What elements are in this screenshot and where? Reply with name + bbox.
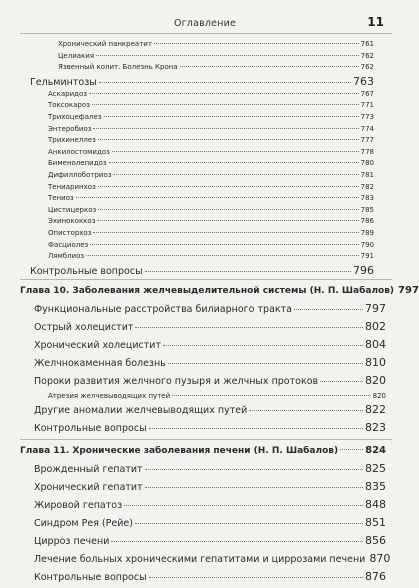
toc-entry-title: Описторхоз (48, 228, 92, 237)
table-of-contents (0, 40, 419, 588)
dot-leader (320, 380, 363, 382)
dot-leader (96, 54, 359, 56)
dot-leader (294, 308, 363, 310)
toc-entry-page: 782 (360, 182, 374, 191)
toc-entry-control-questions (0, 264, 410, 279)
dot-leader (109, 161, 359, 163)
toc-entry-page: 820 (372, 391, 386, 400)
toc-entry (0, 403, 410, 421)
toc-entry-page: 763 (353, 74, 374, 88)
toc-entry (0, 194, 410, 206)
dot-leader (92, 103, 359, 105)
toc-entry (0, 217, 410, 229)
toc-entry-title: Гельминтозы (30, 76, 97, 88)
chapter-page: 824 (365, 445, 386, 457)
dot-leader (98, 208, 358, 210)
toc-entry (0, 206, 410, 218)
toc-entry (0, 374, 410, 392)
toc-entry (0, 40, 410, 52)
toc-entry-title: Цирроз печени (34, 535, 110, 547)
toc-entry (0, 136, 410, 148)
toc-entry-page: 781 (360, 170, 374, 179)
toc-entry (0, 52, 410, 64)
dot-leader (163, 344, 363, 346)
toc-entry-page: 780 (360, 159, 374, 168)
dot-leader (145, 486, 363, 488)
dot-leader (89, 92, 359, 94)
toc-entry (0, 252, 410, 264)
dot-leader (98, 138, 359, 140)
toc-entry-page: 761 (360, 40, 374, 48)
toc-entry (0, 302, 410, 320)
toc-entry (0, 171, 410, 183)
toc-entry-title: Токсокароз (48, 101, 90, 110)
toc-entry (0, 241, 410, 253)
dot-leader (168, 362, 363, 364)
toc-entry (0, 113, 410, 125)
toc-entry-title: Трихоцефалез (48, 112, 102, 121)
toc-entry (0, 570, 410, 588)
toc-entry-title: Контрольные вопросы (34, 571, 147, 583)
dot-leader (76, 196, 359, 198)
toc-entry-title: Тениоз (48, 194, 74, 203)
toc-entry-page: 825 (365, 461, 386, 475)
toc-entry-title: Тениаринхоз (48, 182, 96, 191)
dot-leader (340, 448, 363, 450)
toc-entry-title: Синдром Рея (Рейе) (34, 517, 133, 529)
dot-leader (93, 127, 358, 129)
toc-entry-page: 823 (365, 420, 386, 434)
toc-entry-title: Жировой гепатоз (34, 499, 123, 511)
toc-entry-page: 762 (360, 63, 374, 72)
dot-leader (249, 409, 363, 411)
toc-entry (0, 125, 410, 137)
dot-leader (93, 231, 358, 233)
running-header: Оглавление (173, 18, 237, 29)
header-divider (20, 33, 392, 34)
toc-entry-title: Контрольные вопросы (30, 265, 143, 277)
dot-leader (99, 81, 351, 83)
toc-entry-page: 786 (360, 217, 374, 226)
dot-leader (154, 42, 359, 44)
toc-entry-title: Атрезия желчевыводящих путей (48, 391, 171, 400)
toc-subentry (0, 392, 410, 403)
toc-entry-title: Лечение больных хроническими гепатитами и циррозами печени (34, 553, 366, 565)
dot-leader (145, 468, 363, 470)
toc-entry-page: 810 (365, 355, 386, 369)
toc-section-helminths (0, 75, 410, 90)
toc-entry (0, 534, 410, 552)
dot-leader (135, 522, 363, 524)
toc-entry (0, 159, 410, 171)
toc-entry-title: Лямблиоз (48, 252, 85, 261)
toc-entry-title: Дифиллоботриоз (48, 170, 112, 179)
dot-leader (135, 326, 363, 328)
dot-leader (145, 270, 351, 272)
toc-entry-page: 835 (365, 479, 386, 493)
toc-entry-page: 870 (369, 551, 391, 565)
dot-leader (124, 504, 363, 506)
toc-entry (0, 356, 410, 374)
toc-entry (0, 63, 410, 75)
dot-leader (172, 394, 370, 396)
toc-entry-title: Фасциолез (48, 240, 89, 249)
toc-entry (0, 421, 410, 439)
dot-leader (90, 243, 358, 245)
toc-entry-page: 790 (360, 240, 374, 249)
toc-entry (0, 90, 410, 102)
toc-entry-title: Контрольные вопросы (34, 422, 147, 434)
toc-entry-page: 778 (360, 147, 374, 156)
toc-entry-title: Хронический холецистит (34, 339, 161, 351)
toc-entry-page: 771 (360, 101, 374, 110)
toc-entry-title: Бименолепидоз (48, 159, 107, 168)
chapter-title: Глава 10. Заболевания желчевыделительной системы (Н. П. Шабалов) (20, 285, 395, 296)
toc-entry-page: 791 (360, 252, 374, 261)
chapter-title: Глава 11. Хронические заболевания печени (Н. П. Шабалов) (20, 445, 339, 456)
toc-entry (0, 462, 410, 480)
toc-entry-page: 774 (360, 124, 374, 133)
toc-entry-page: 767 (360, 89, 374, 98)
toc-entry-title: Трихинеллез (48, 136, 96, 145)
toc-entry-page: 777 (360, 136, 374, 145)
toc-entry-page: 783 (360, 194, 374, 203)
toc-entry (0, 101, 410, 113)
toc-entry-page: 773 (360, 112, 374, 121)
toc-entry-title: Аскаридоз (48, 89, 87, 98)
toc-entry-page: 785 (360, 205, 374, 214)
toc-entry-page: 851 (365, 515, 386, 529)
dot-leader (111, 540, 363, 542)
chapter-page: 797 (398, 285, 419, 297)
toc-entry (0, 516, 410, 534)
toc-entry-page: 797 (365, 301, 386, 315)
toc-entry-page: 822 (365, 402, 386, 416)
dot-leader (180, 65, 359, 67)
toc-entry-page: 848 (365, 497, 386, 511)
toc-chapter-10 (0, 280, 419, 302)
toc-entry (0, 148, 410, 160)
toc-entry-page: 856 (365, 533, 386, 547)
dot-leader (149, 427, 363, 429)
toc-entry-page: 876 (365, 569, 386, 583)
toc-entry (0, 338, 410, 356)
page-number: 11 (367, 15, 384, 29)
toc-entry-title: Анкилостомидоз (48, 147, 110, 156)
dot-leader (113, 173, 358, 175)
toc-entry-title: Функциональные расстройства билиарного тракта (34, 303, 292, 315)
toc-entry (0, 498, 410, 516)
toc-chapter-11 (0, 440, 410, 462)
toc-entry (0, 552, 410, 570)
toc-entry-title: Хронический панкреатит (58, 40, 152, 48)
toc-entry-page: 804 (365, 337, 386, 351)
toc-entry-page: 802 (365, 319, 386, 333)
toc-entry-title: Желчнокаменная болезнь (34, 357, 166, 369)
toc-entry-page: 789 (360, 228, 374, 237)
toc-entry-page: 796 (353, 263, 374, 277)
toc-entry-title: Язвенный колит. Болезнь Крона (58, 63, 178, 72)
dot-leader (104, 115, 359, 117)
toc-entry (0, 183, 410, 195)
toc-entry-page: 762 (360, 51, 374, 60)
dot-leader (112, 150, 359, 152)
toc-entry (0, 320, 410, 338)
toc-entry-title: Целиакия (58, 51, 95, 60)
dot-leader (149, 576, 363, 578)
toc-entry-title: Врожденный гепатит (34, 463, 143, 475)
toc-entry-title: Пороки развития желчного пузыря и желчных протоков (34, 375, 319, 387)
toc-entry (0, 480, 410, 498)
toc-entry-title: Острый холецистит (34, 321, 134, 333)
toc-entry-title: Другие аномалии желчевыводящих путей (34, 404, 248, 416)
toc-entry-title: Энтеробиоз (48, 124, 92, 133)
toc-entry-title: Хронический гепатит (34, 481, 143, 493)
dot-leader (98, 185, 359, 187)
toc-entry-title: Эхинококкоз (48, 217, 96, 226)
toc-entry (0, 229, 410, 241)
dot-leader (86, 254, 359, 256)
toc-entry-title: Цистицеркоз (48, 205, 97, 214)
dot-leader (97, 219, 358, 221)
toc-entry-page: 820 (365, 373, 386, 387)
